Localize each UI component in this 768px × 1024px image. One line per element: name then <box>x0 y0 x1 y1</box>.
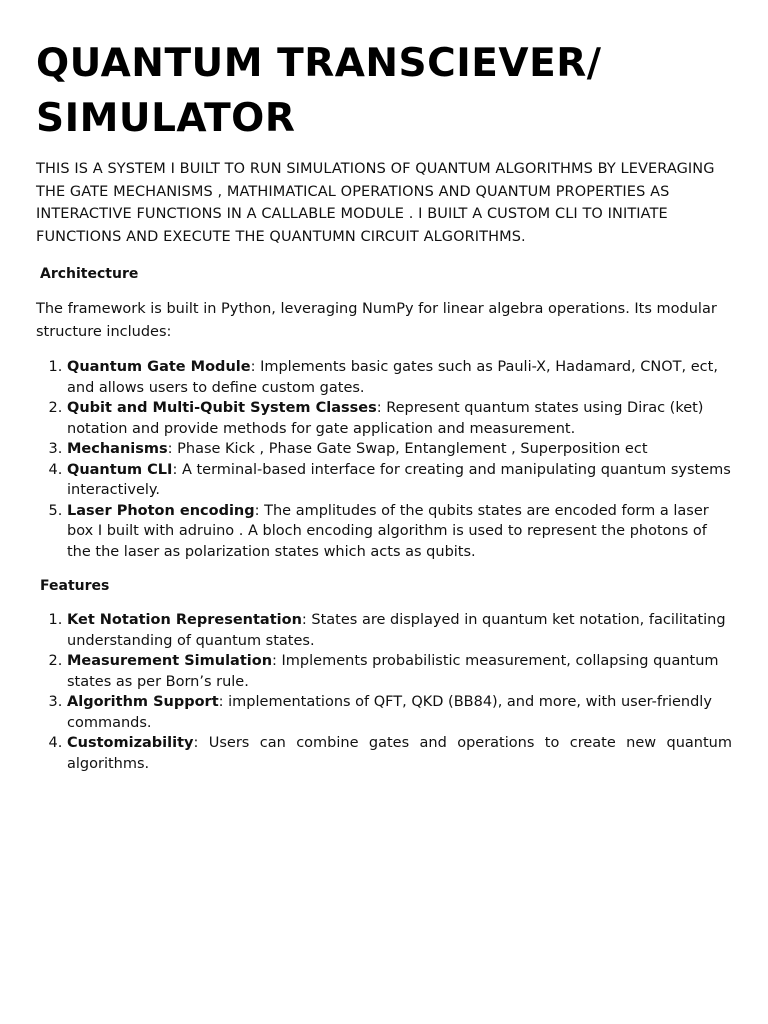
list-item-description: : The amplitudes of the qubits states are encoded form a laser box I built with adruino . A bloch encoding algorithm is used to represent the photons of the the laser as polarization states which acts as qubits. <box>67 502 709 560</box>
intro-paragraph: THIS IS A SYSTEM I BUILT TO RUN SIMULATIONS OF QUANTUM ALGORITHMS BY LEVERAGING THE GATE MECHANISMS , MATHIMATICAL OPERATIONS AND QUANTUM PROPERTIES AS INTERACTIVE FUNCTIONS IN A CALLABLE MODULE . I BUILT A CUSTOM CLI TO INITIATE FUNCTIONS AND EXECUTE THE QUANTUMN CIRCUIT ALGORITHMS. <box>36 161 715 245</box>
list-item-description: : implementations of QFT, QKD (BB84), and more, with user-friendly commands. <box>67 694 712 731</box>
list-item <box>67 357 732 398</box>
list-item-description: : States are displayed in quantum ket notation, facilitating understanding of quantum states. <box>67 612 726 649</box>
list-item-description: : Represent quantum states using Dirac (ket) notation and provide methods for gate application and measurement. <box>67 400 704 437</box>
list-item-term: Qubit and Multi-Qubit System Classes <box>67 400 377 416</box>
list-item-term: Algorithm Support <box>67 694 219 710</box>
page-title-line-1: QUANTUM TRANSCIEVER/ <box>36 41 602 86</box>
architecture-list <box>36 357 732 562</box>
list-item-description: : A terminal-based interface for creating and manipulating quantum systems interactively. <box>67 461 731 498</box>
list-item-description: : Implements basic gates such as Pauli-X, Hadamard, CNOT, ect, and allows users to define custom gates. <box>67 359 718 396</box>
page-title-line-2: SIMULATOR <box>36 96 296 141</box>
architecture-heading: Architecture <box>40 266 139 282</box>
list-item <box>67 460 732 501</box>
list-item-term: Measurement Simulation <box>67 653 273 669</box>
list-item-term: Mechanisms <box>67 441 168 457</box>
features-heading: Features <box>40 578 110 594</box>
list-item-term: Laser Photon encoding <box>67 502 255 519</box>
list-item-term: Quantum Gate Module <box>67 359 251 375</box>
list-item <box>67 692 732 733</box>
list-item-description: : Implements probabilistic measurement, collapsing quantum states as per Born’s rule. <box>67 653 719 690</box>
list-item <box>67 398 732 439</box>
list-item <box>67 733 732 774</box>
list-item <box>67 501 732 563</box>
list-item-term: Quantum CLI <box>67 461 173 478</box>
list-item-description: : Phase Kick , Phase Gate Swap, Entanglement , Superposition ect <box>167 441 648 457</box>
list-item <box>67 610 732 651</box>
features-list <box>36 610 732 774</box>
architecture-paragraph: The framework is built in Python, leveraging NumPy for linear algebra operations. Its modular structure includes: <box>36 301 717 340</box>
list-item <box>67 651 732 692</box>
list-item-term: Customizability <box>67 735 194 751</box>
list-item-description: : Users can combine gates and operations to create new quantum algorithms. <box>67 735 732 772</box>
list-item <box>67 439 732 460</box>
list-item-term: Ket Notation Representation <box>67 612 302 628</box>
page-title <box>36 36 732 146</box>
